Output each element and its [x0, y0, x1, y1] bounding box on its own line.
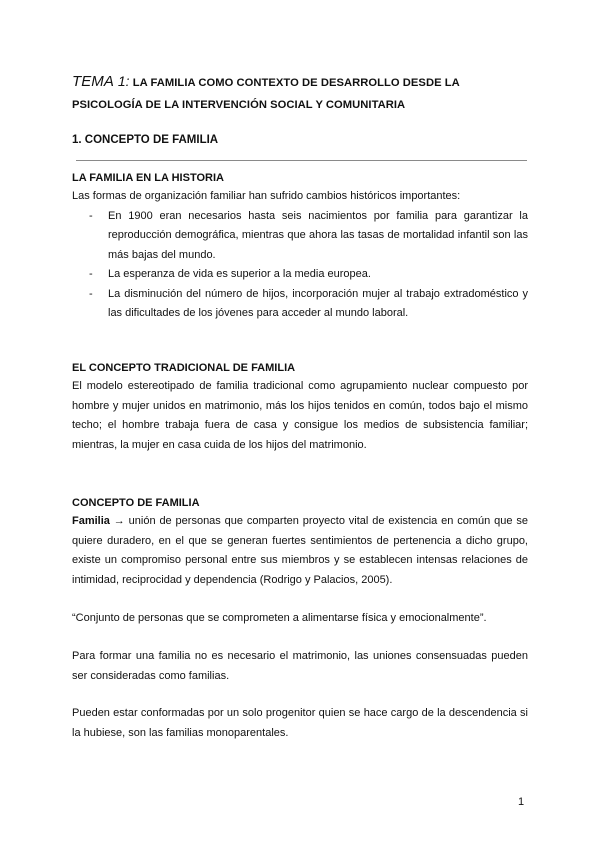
list-item: [72, 285, 528, 324]
traditional-section: [72, 359, 528, 455]
dash-marker: -: [89, 287, 93, 300]
history-heading: LA FAMILIA EN LA HISTORIA: [72, 172, 224, 184]
section-heading: 1. CONCEPTO DE FAMILIA: [72, 134, 219, 146]
list-item-text: La esperanza de vida es superior a la media europea.: [108, 268, 371, 280]
concept-term: Familia: [72, 515, 110, 527]
title-text: LA FAMILIA COMO CONTEXTO DE DESARROLLO DESDE LA PSICOLOGÍA DE LA INTERVENCIÓN SOCIAL Y COMUNITARIA: [72, 77, 460, 111]
page-number: 1: [518, 796, 525, 808]
traditional-paragraph: El modelo estereotipado de familia tradicional como agrupamiento nuclear compuesto por hombre y mujer unidos en matrimonio, más los hijos tenidos en común, todos bajo el mismo techo; el hombre trabaja fuera de casa y consigue los medios de subsistencia familiar; mientras, la mujer en casa cuida de los hijos del matrimonio.: [72, 380, 528, 451]
history-list: [72, 207, 528, 324]
document-title: [72, 70, 528, 116]
title-tema-word: TEMA: [72, 73, 114, 90]
single-parent-paragraph: Pueden estar conformadas por un solo progenitor quien se hace cargo de la descendencia si la hubiese, son las familias monoparentales.: [72, 707, 528, 739]
concept-heading: CONCEPTO DE FAMILIA: [72, 497, 200, 509]
dash-marker: -: [89, 209, 93, 222]
history-section: [72, 169, 528, 324]
horizontal-divider: [76, 160, 527, 161]
list-item: [72, 265, 528, 285]
concept-definition-paragraph: [72, 512, 528, 590]
list-item-text: En 1900 eran necesarios hasta seis nacimientos por familia para garantizar la reproducción demográfica, mientras que ahora las tasas de mortalidad infantil son las más bajas del mundo.: [108, 209, 528, 261]
concept-quote: “Conjunto de personas que se comprometen a alimentarse física y emocionalmente”.: [72, 612, 487, 624]
history-intro: Las formas de organización familiar han sufrido cambios históricos importantes:: [72, 190, 461, 202]
concept-definition: unión de personas que comparten proyecto vital de existencia en común que se quiere duradero, en el que se generan fuertes sentimientos de pertenencia a dicho grupo, existe un compromiso personal entre sus miembros y se establecen intensas relaciones de intimidad, reciprocidad y dependencia (Rodrigo y Palacios, 2005).: [72, 515, 528, 586]
list-item: [72, 207, 528, 266]
dash-marker: -: [89, 268, 93, 280]
list-item-text: La disminución del número de hijos, incorporación mujer al trabajo extradoméstico y las dificultades de los jóvenes para acceder al mundo laboral.: [108, 287, 528, 319]
marriage-paragraph: Para formar una familia no es necesario el matrimonio, las uniones consensuadas pueden ser consideradas como familias.: [72, 650, 528, 682]
title-tema-number: 1:: [113, 73, 130, 89]
arrow-icon: →: [109, 515, 129, 527]
concept-section: [72, 494, 528, 590]
traditional-heading: EL CONCEPTO TRADICIONAL DE FAMILIA: [72, 362, 296, 374]
